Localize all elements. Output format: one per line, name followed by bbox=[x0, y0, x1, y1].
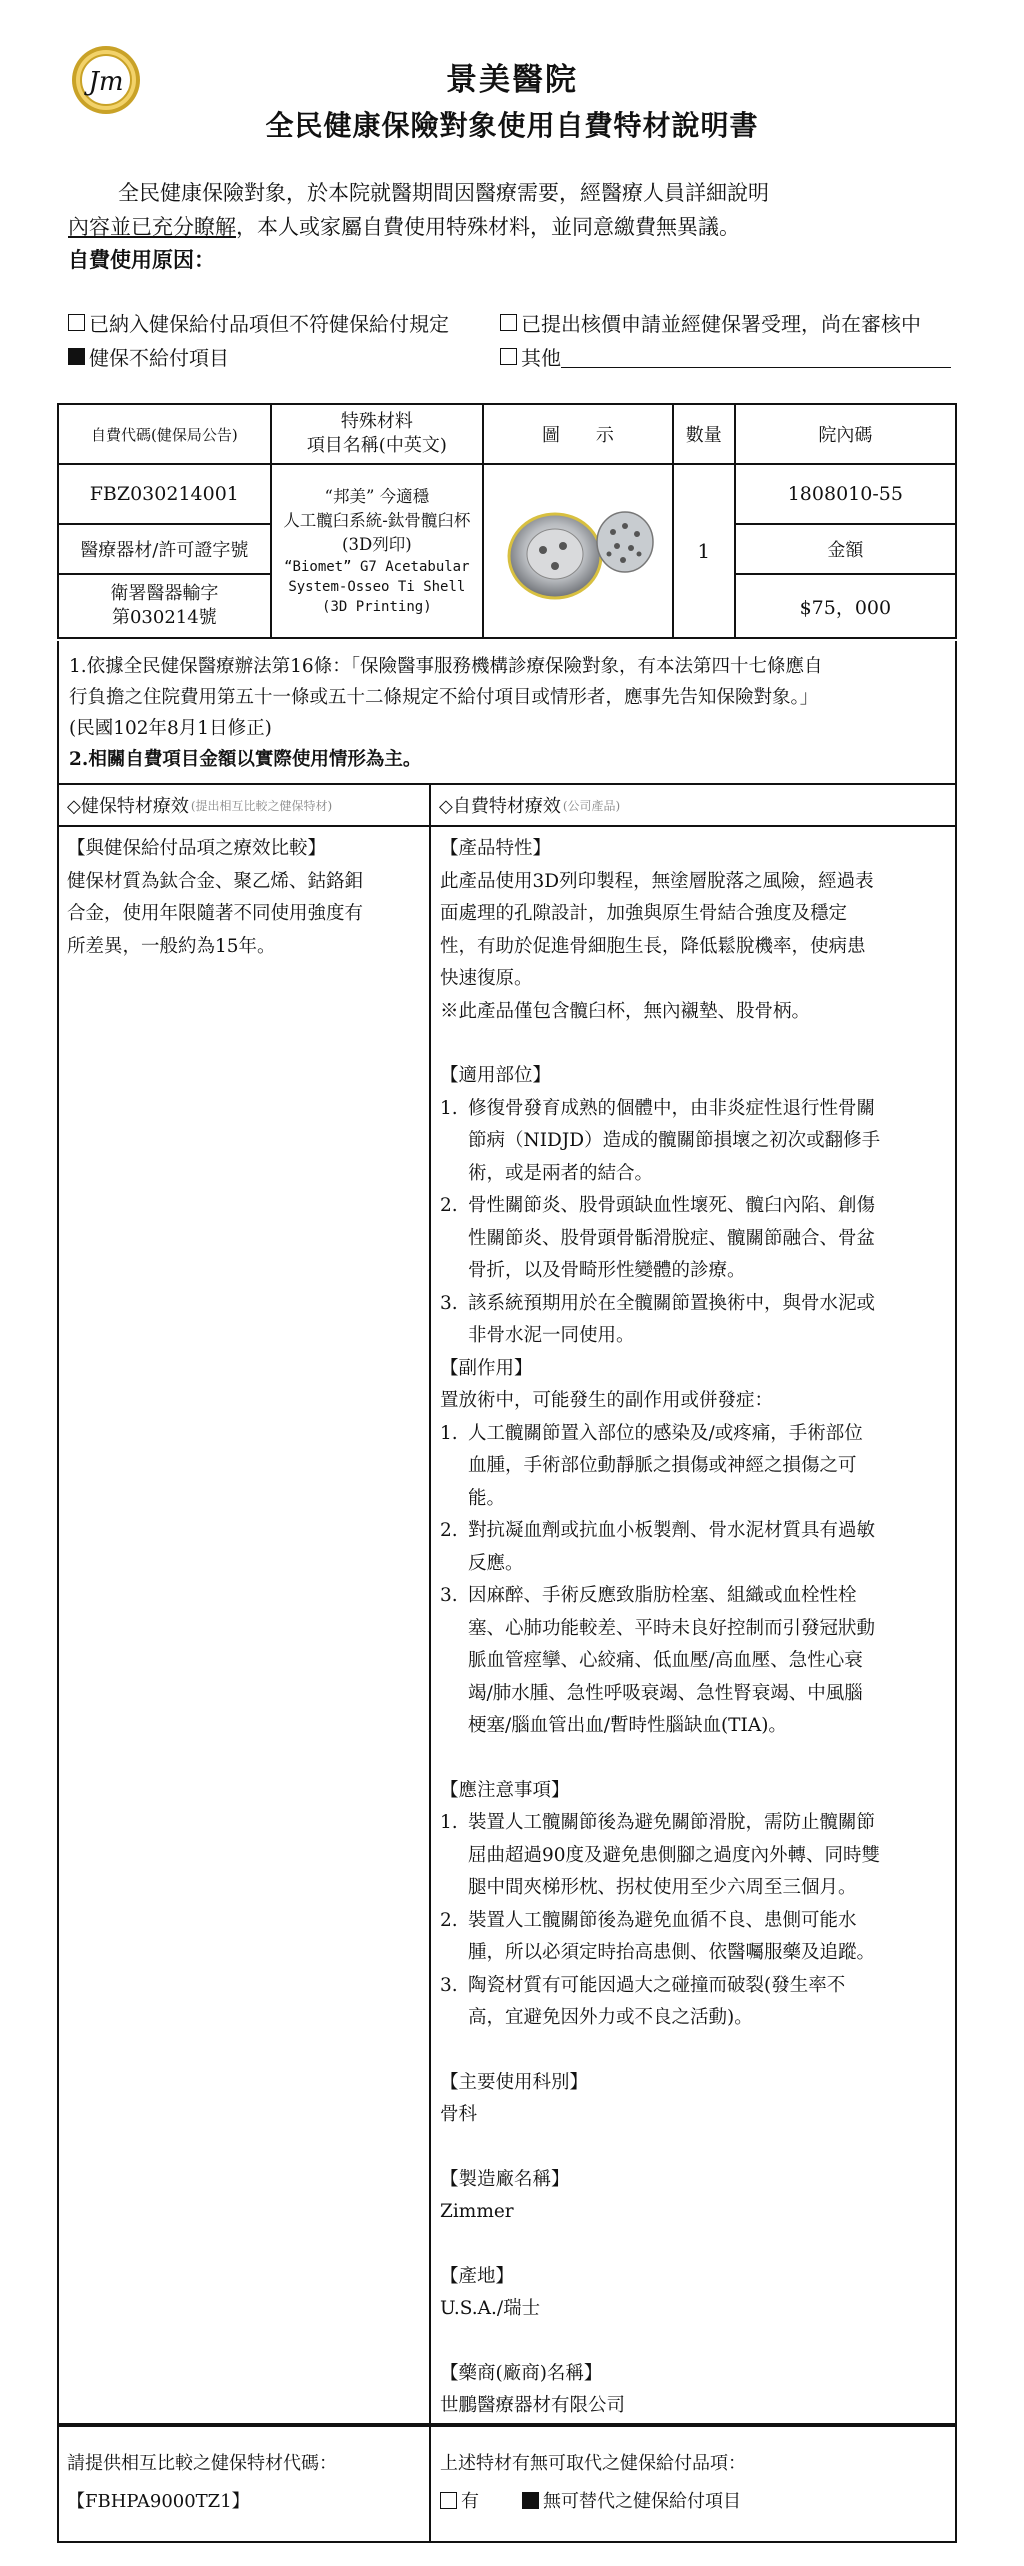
right-column bbox=[440, 833, 945, 2423]
item-line: 脈血管痙攣、心絞痛、低血壓/高血壓、急性心衰 bbox=[468, 1650, 863, 1671]
maker-title: 【製造廠名稱】 bbox=[440, 2168, 570, 2190]
note-1-line: 行負擔之住院費用第五十一條或五十二條規定不給付項目或情形者，應事先告知保險對象。」 bbox=[69, 687, 819, 708]
option-no-label: 無可替代之健保給付項目 bbox=[543, 2491, 741, 2512]
sites-title: 【適用部位】 bbox=[440, 1065, 552, 1086]
left-line: 所差異，一般約為15年。 bbox=[67, 935, 276, 957]
features-line: 快速復原。 bbox=[440, 968, 533, 989]
compare-code-label: 請提供相互比較之健保特材代碼： bbox=[67, 2453, 337, 2474]
item-line: 屈曲超過90度及避免患側腳之過度內外轉、同時雙 bbox=[468, 1844, 881, 1866]
sites-item bbox=[440, 1288, 945, 1353]
name-zh-line: 人工髖臼系統-鈦骨髖臼杯 bbox=[283, 511, 471, 530]
item-name-cell bbox=[271, 464, 483, 638]
item-line: 竭/肺水腫、急性呼吸衰竭、急性腎衰竭、中風腦 bbox=[468, 1682, 863, 1704]
logo-text: Jm bbox=[88, 67, 124, 97]
license-line: 衛署醫器輸字 bbox=[110, 583, 219, 604]
header-qty: 數量 bbox=[673, 404, 735, 464]
name-en-line: “Biomet” G7 Acetabular bbox=[284, 559, 470, 575]
hospital-name: 景美醫院 bbox=[446, 62, 578, 98]
item-line: 裝置人工髖關節後為避免關節滑脫，需防止髖關節 bbox=[468, 1812, 876, 1833]
vendor-value: 世鵬醫療器材有限公司 bbox=[440, 2395, 626, 2416]
license-line: 第030214號 bbox=[111, 607, 217, 628]
divider bbox=[429, 2427, 431, 2541]
sites-item bbox=[440, 1190, 945, 1288]
hosp-code-value: 1808010-55 bbox=[735, 464, 956, 524]
item-number: 3. bbox=[440, 1974, 458, 1996]
left-header-label: ◇健保特材療效 bbox=[67, 796, 189, 817]
intro-paragraph bbox=[68, 176, 968, 244]
license-label: 醫療器材/許可證字號 bbox=[58, 524, 271, 574]
name-zh-line: “邦美” 今適穩 bbox=[324, 487, 430, 506]
header-name-line: 特殊材料 bbox=[340, 411, 413, 432]
qty-value: 1 bbox=[673, 464, 735, 638]
left-line: 合金，使用年限隨著不同使用強度有 bbox=[67, 903, 364, 924]
dept-value: 骨科 bbox=[440, 2104, 478, 2125]
name-zh-line: (3D列印) bbox=[342, 535, 412, 554]
code-value: FBZ030214001 bbox=[58, 464, 271, 524]
side-item bbox=[440, 1418, 945, 1516]
item-line: 修復骨發育成熟的個體中，由非炎症性退行性骨關 bbox=[468, 1097, 876, 1119]
item-line: 能。 bbox=[468, 1487, 506, 1509]
option-yes-label: 有 bbox=[461, 2491, 479, 2512]
intro-line-1: 全民健康保險對象，於本院就醫期間因醫療需要，經醫療人員詳細說明 bbox=[118, 181, 769, 205]
checkbox-unchecked[interactable] bbox=[440, 2492, 457, 2509]
item-number: 3. bbox=[440, 1292, 458, 1314]
item-line: 對抗凝血劑或抗血小板製劑、骨水泥材質具有過敏 bbox=[468, 1520, 876, 1541]
item-number: 1. bbox=[440, 1422, 458, 1444]
reason-option-label: 已納入健保給付品項但不符健保給付規定 bbox=[89, 312, 449, 336]
amount-label: 金額 bbox=[735, 524, 956, 574]
dept-title: 【主要使用科別】 bbox=[440, 2071, 589, 2093]
reason-option-label: 其他 bbox=[521, 346, 561, 370]
checkbox-unchecked[interactable] bbox=[500, 348, 517, 365]
item-number: 2. bbox=[440, 1195, 458, 1216]
item-number: 1. bbox=[440, 1812, 458, 1833]
reason-option-label: 健保不給付項目 bbox=[89, 346, 229, 370]
reason-label: 自費使用原因： bbox=[68, 247, 215, 272]
reason-option-4[interactable] bbox=[500, 342, 951, 371]
page-title: 全民健康保險對象使用自費特材說明書 bbox=[265, 109, 759, 142]
item-line: 梗塞/腦血管出血/暫時性腦缺血(TIA)。 bbox=[468, 1715, 787, 1736]
option-no[interactable] bbox=[522, 2487, 741, 2513]
notes-section bbox=[57, 641, 957, 785]
item-number: 1. bbox=[440, 1097, 458, 1119]
item-line: 塞、心肺功能較差、平時未良好控制而引發冠狀動 bbox=[468, 1617, 876, 1639]
item-line: 骨折，以及骨畸形性變體的診療。 bbox=[468, 1260, 746, 1281]
intro-underlined: 內容並已充分瞭解 bbox=[68, 215, 236, 239]
note-1-line: 1.依據全民健保醫療辦法第16條：「保險醫事服務機構診療保險對象，有本法第四十七條應自 bbox=[69, 656, 823, 677]
item-number: 3. bbox=[440, 1585, 458, 1606]
item-line: 性關節炎、股骨頭骨骺滑脫症、髖關節融合、骨盆 bbox=[468, 1227, 876, 1249]
sites-item bbox=[440, 1093, 945, 1191]
vendor-title: 【藥商(廠商)名稱】 bbox=[440, 2362, 603, 2384]
license-value bbox=[58, 574, 271, 638]
name-en-line: (3D Printing) bbox=[322, 599, 432, 615]
maker-value: Zimmer bbox=[440, 2201, 514, 2222]
footer-section bbox=[57, 2425, 957, 2543]
product-image bbox=[483, 464, 673, 638]
right-header-label: ◇自費特材療效 bbox=[439, 796, 561, 817]
option-yes[interactable] bbox=[440, 2487, 479, 2513]
note-1-line: (民國102年8月1日修正) bbox=[69, 718, 272, 739]
left-title: 【與健保給付品項之療效比較】 bbox=[67, 838, 327, 859]
checkbox-unchecked[interactable] bbox=[68, 314, 85, 331]
features-line: 面處理的孔隙設計，加強與原生骨結合強度及穩定 bbox=[440, 903, 848, 924]
item-line: 骨性關節炎、股骨頭缺血性壞死、髖臼內陷、創傷 bbox=[468, 1195, 876, 1216]
comparison-section bbox=[57, 785, 957, 2425]
item-line: 高，宜避免因外力或不良之活動)。 bbox=[468, 2007, 753, 2028]
reason-option-label: 已提出核價申請並經健保署受理，尚在審核中 bbox=[521, 312, 921, 336]
right-header-note: (公司產品) bbox=[562, 798, 621, 813]
item-number: 2. bbox=[440, 1520, 458, 1541]
other-reason-input[interactable] bbox=[561, 345, 951, 368]
item-line: 人工髖關節置入部位的感染及/或疼痛，手術部位 bbox=[468, 1422, 863, 1444]
item-line: 陶瓷材質有可能因過大之碰撞而破裂(發生率不 bbox=[468, 1974, 846, 1996]
side-title: 【副作用】 bbox=[440, 1357, 533, 1379]
intro-line-2 bbox=[68, 210, 968, 244]
item-line: 腿中間夾梯形枕、拐杖使用至少六周至三個月。 bbox=[468, 1877, 857, 1898]
amount-value: $75，000 bbox=[735, 574, 956, 638]
checkbox-unchecked[interactable] bbox=[500, 314, 517, 331]
features-line: 此產品使用3D列印製程，無塗層脫落之風險，經過表 bbox=[440, 870, 874, 892]
checkbox-checked[interactable] bbox=[68, 348, 85, 365]
caution-title: 【應注意事項】 bbox=[440, 1779, 570, 1801]
side-intro: 置放術中，可能發生的副作用或併發症： bbox=[440, 1390, 774, 1411]
item-line: 裝置人工髖關節後為避免血循不良、患側可能水 bbox=[468, 1909, 857, 1931]
left-column bbox=[67, 833, 417, 963]
origin-value: U.S.A./瑞士 bbox=[440, 2298, 541, 2319]
item-number: 2. bbox=[440, 1909, 458, 1931]
origin-title: 【產地】 bbox=[440, 2265, 515, 2287]
features-line: ※此產品僅包含髖臼杯，無內襯墊、股骨柄。 bbox=[440, 1000, 811, 1022]
header-name-line: 項目名稱(中英文) bbox=[306, 435, 447, 456]
caution-item bbox=[440, 1807, 945, 1905]
reason-option-1[interactable] bbox=[68, 308, 449, 337]
reason-option-2[interactable] bbox=[500, 308, 921, 337]
item-line: 血腫，手術部位動靜脈之損傷或神經之損傷之可 bbox=[468, 1455, 857, 1476]
item-line: 該系統預期用於在全髖關節置換術中，與骨水泥或 bbox=[468, 1292, 876, 1314]
checkbox-checked[interactable] bbox=[522, 2492, 539, 2509]
header-item-name bbox=[271, 404, 483, 464]
reason-option-3[interactable] bbox=[68, 342, 229, 371]
features-title: 【產品特性】 bbox=[440, 838, 552, 859]
left-header-note: (提出相互比較之健保特材) bbox=[190, 798, 333, 813]
compare-code-value: 【FBHPA9000TZ1】 bbox=[67, 2491, 250, 2512]
item-line: 反應。 bbox=[468, 1552, 524, 1574]
caution-item bbox=[440, 1970, 945, 2035]
right-header bbox=[431, 785, 955, 825]
header-code: 自費代碼(健保局公告) bbox=[58, 404, 271, 464]
left-header bbox=[59, 785, 429, 825]
name-en-line: System-Osseo Ti Shell bbox=[288, 579, 466, 595]
caution-item bbox=[440, 1905, 945, 1970]
side-item bbox=[440, 1580, 945, 1743]
features-line: 性，有助於促進骨細胞生長，降低鬆脫機率，使病患 bbox=[440, 935, 866, 957]
side-item bbox=[440, 1515, 945, 1580]
header-image: 圖 示 bbox=[483, 404, 673, 464]
item-line: 術，或是兩者的結合。 bbox=[468, 1162, 654, 1184]
note-2: 2.相關自費項目金額以實際使用情形為主。 bbox=[69, 749, 422, 770]
item-table bbox=[57, 403, 957, 639]
left-line: 健保材質為鈦合金、聚乙烯、鈷鉻鉬 bbox=[67, 870, 364, 892]
item-line: 因麻醉、手術反應致脂肪栓塞、組織或血栓性栓 bbox=[468, 1585, 857, 1606]
item-line: 非骨水泥一同使用。 bbox=[468, 1325, 635, 1346]
replaceable-label: 上述特材有無可取代之健保給付品項： bbox=[440, 2453, 746, 2474]
item-line: 節病（NIDJD）造成的髖關節損壞之初次或翻修手 bbox=[468, 1130, 881, 1151]
divider bbox=[59, 825, 955, 827]
item-line: 腫，所以必須定時抬高患側、依醫囑服藥及追蹤。 bbox=[468, 1942, 876, 1963]
header-hosp-code: 院內碼 bbox=[735, 404, 956, 464]
intro-line-2-rest: ，本人或家屬自費使用特殊材料，並同意繳費無異議。 bbox=[236, 215, 740, 239]
divider bbox=[429, 785, 431, 2425]
